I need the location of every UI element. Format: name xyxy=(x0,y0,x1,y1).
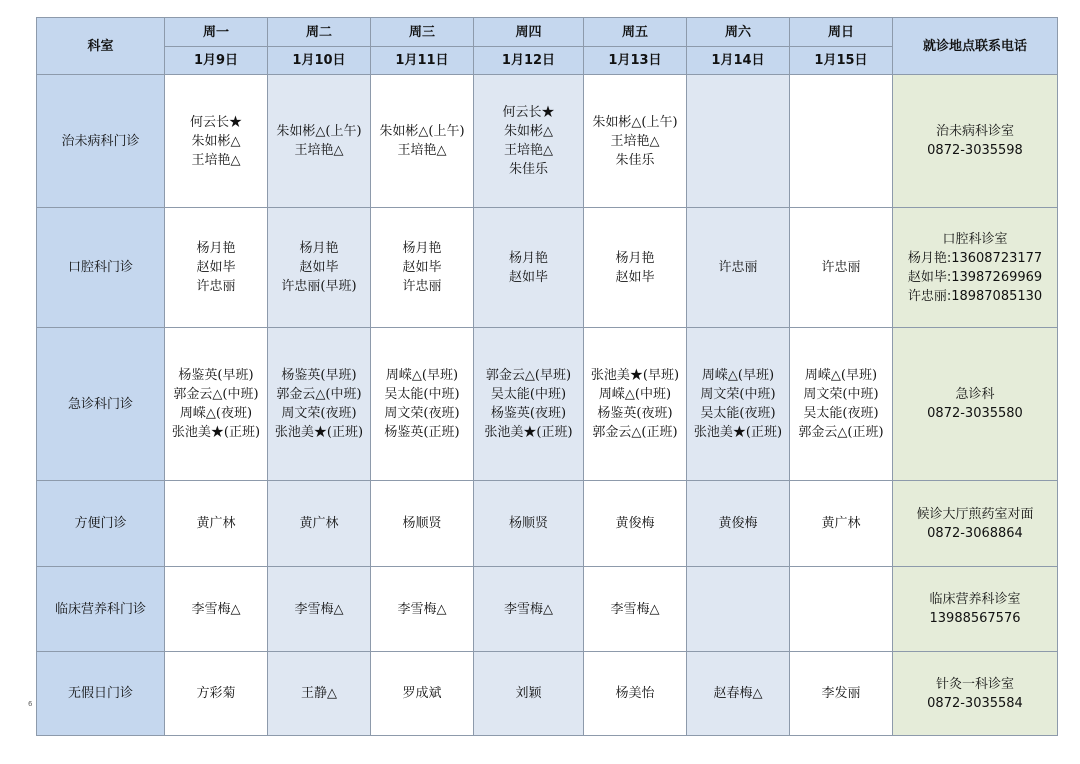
stray-page-mark: 6 xyxy=(28,700,33,708)
table-row xyxy=(37,567,1058,652)
doctor-entry: 杨月艳 xyxy=(615,250,655,266)
weekday-header: 周四 xyxy=(474,18,584,47)
location-label: 针灸一科诊室 xyxy=(935,676,1014,692)
schedule-cell xyxy=(165,652,268,736)
doctor-entry: 许忠丽 xyxy=(718,260,758,275)
date-header: 1月15日 xyxy=(790,47,893,75)
doctor-entry: 周嵘△(中班) xyxy=(598,387,672,402)
schedule-cell xyxy=(371,75,474,208)
schedule-cell xyxy=(687,652,790,736)
date-header: 1月14日 xyxy=(687,47,790,75)
schedule-cell xyxy=(268,481,371,567)
doctor-entry: 赵如毕 xyxy=(402,260,442,275)
doctor-entry: 周文荣(中班) xyxy=(700,387,776,402)
table-row xyxy=(37,481,1058,567)
contact-cell xyxy=(893,567,1058,652)
schedule-cell xyxy=(790,567,893,652)
dept-cell: 口腔科门诊 xyxy=(37,208,165,328)
schedule-cell xyxy=(687,75,790,208)
doctor-entry: 黄广林 xyxy=(821,516,861,531)
schedule-cell xyxy=(584,567,687,652)
doctor-entry: 赵如毕 xyxy=(196,260,236,275)
doctor-entry: 杨鉴英(夜班) xyxy=(490,406,567,421)
doctor-entry: 郭金云△(中班) xyxy=(276,387,362,402)
doctor-entry: 赵如毕 xyxy=(299,260,339,275)
phone-number: 0872-3035598 xyxy=(927,143,1023,158)
doctor-entry: 张池美★(早班) xyxy=(590,368,680,383)
table-row xyxy=(37,328,1058,481)
location-label: 急诊科 xyxy=(955,387,995,402)
doctor-entry: 周嵘△(早班) xyxy=(701,368,775,383)
dept-cell: 急诊科门诊 xyxy=(37,328,165,481)
schedule-cell xyxy=(687,481,790,567)
doctor-entry: 吴太能(中班) xyxy=(384,387,460,402)
schedule-cell xyxy=(268,75,371,208)
schedule-cell xyxy=(687,208,790,328)
doctor-entry: 杨鉴英(早班) xyxy=(281,368,357,383)
doctor-entry: 张池美★(正班) xyxy=(171,425,261,440)
schedule-cell xyxy=(165,328,268,481)
doctor-entry: 朱如彬△(上午) xyxy=(379,124,465,139)
phone-number: 许忠丽:18987085130 xyxy=(907,288,1043,304)
schedule-cell xyxy=(474,75,584,208)
doctor-entry: 李发丽 xyxy=(821,686,861,701)
table-row xyxy=(37,652,1058,736)
schedule-cell xyxy=(584,208,687,328)
doctor-entry: 许忠丽(早班) xyxy=(281,279,357,294)
schedule-cell xyxy=(584,481,687,567)
doctor-entry: 周嵘△(夜班) xyxy=(179,406,253,421)
doctor-entry: 吴太能(中班) xyxy=(490,387,567,402)
doctor-entry: 黄广林 xyxy=(196,516,236,531)
date-header: 1月13日 xyxy=(584,47,687,75)
schedule-cell xyxy=(371,567,474,652)
contact-cell xyxy=(893,208,1058,328)
doctor-entry: 赵春梅△ xyxy=(713,686,763,701)
doctor-entry: 杨顺贤 xyxy=(402,516,442,531)
doctor-entry: 杨鉴英(正班) xyxy=(384,425,460,440)
doctor-entry: 周文荣(中班) xyxy=(803,387,879,402)
schedule-cell xyxy=(790,652,893,736)
doctor-entry: 黄俊梅 xyxy=(718,516,758,531)
doctor-entry: 周嵘△(早班) xyxy=(385,368,459,383)
doctor-entry: 李雪梅△ xyxy=(504,601,553,617)
doctor-entry: 李雪梅△ xyxy=(191,601,241,617)
doctor-entry: 周文荣(夜班) xyxy=(384,406,460,421)
doctor-entry: 郭金云△(正班) xyxy=(592,425,678,440)
schedule-cell xyxy=(371,652,474,736)
header-row-weekdays xyxy=(37,18,1058,47)
doctor-entry: 王培艳△ xyxy=(397,143,447,158)
doctor-entry: 张池美★(正班) xyxy=(484,425,573,440)
phone-number: 0872-3035584 xyxy=(927,695,1023,711)
location-label: 临床营养科诊室 xyxy=(929,592,1021,607)
schedule-cell xyxy=(687,328,790,481)
location-label: 治未病科诊室 xyxy=(935,124,1014,139)
weekday-header: 周一 xyxy=(165,18,268,47)
doctor-entry: 吴太能(夜班) xyxy=(700,406,776,421)
schedule-cell xyxy=(268,328,371,481)
schedule-cell xyxy=(584,652,687,736)
schedule-cell xyxy=(371,481,474,567)
schedule-cell xyxy=(268,652,371,736)
doctor-entry: 赵如毕 xyxy=(508,269,548,285)
doctor-entry: 杨美怡 xyxy=(615,686,655,701)
doctor-entry: 周嵘△(早班) xyxy=(804,368,878,383)
doctor-entry: 杨鉴英(夜班) xyxy=(597,406,673,421)
doctor-entry: 王培艳△ xyxy=(610,133,660,149)
contact-header: 就诊地点联系电话 xyxy=(893,18,1058,75)
doctor-entry: 杨月艳 xyxy=(402,241,442,256)
date-header: 1月10日 xyxy=(268,47,371,75)
weekday-header: 周日 xyxy=(790,18,893,47)
doctor-entry: 杨月艳 xyxy=(196,241,236,256)
dept-cell: 方便门诊 xyxy=(37,481,165,567)
doctor-entry: 何云长★ xyxy=(502,105,555,120)
table-row xyxy=(37,75,1058,208)
contact-cell xyxy=(893,75,1058,208)
dept-header: 科室 xyxy=(37,18,165,75)
schedule-cell xyxy=(474,652,584,736)
doctor-entry: 张池美★(正班) xyxy=(693,425,783,440)
schedule-cell xyxy=(790,328,893,481)
schedule-cell xyxy=(165,208,268,328)
doctor-entry: 王培艳△ xyxy=(294,143,344,158)
doctor-entry: 朱如彬△(上午) xyxy=(276,124,362,139)
date-header: 1月11日 xyxy=(371,47,474,75)
phone-number: 0872-3068864 xyxy=(927,525,1023,541)
weekday-header: 周二 xyxy=(268,18,371,47)
schedule-cell xyxy=(474,328,584,481)
weekday-header: 周三 xyxy=(371,18,474,47)
phone-number: 0872-3035580 xyxy=(927,406,1023,421)
doctor-entry: 朱如彬△ xyxy=(191,133,241,149)
doctor-entry: 朱佳乐 xyxy=(508,162,548,177)
contact-cell xyxy=(893,481,1058,567)
weekday-header: 周五 xyxy=(584,18,687,47)
doctor-entry: 王培艳△ xyxy=(191,152,241,168)
doctor-entry: 许忠丽 xyxy=(821,260,861,275)
dept-cell: 临床营养科门诊 xyxy=(37,567,165,652)
doctor-entry: 许忠丽 xyxy=(196,279,236,294)
schedule-table xyxy=(36,17,1058,736)
schedule-cell xyxy=(165,567,268,652)
doctor-entry: 郭金云△(早班) xyxy=(485,368,572,383)
schedule-cell xyxy=(268,567,371,652)
doctor-entry: 罗成斌 xyxy=(402,686,442,701)
doctor-entry: 朱如彬△ xyxy=(504,124,553,139)
doctor-entry: 李雪梅△ xyxy=(294,601,344,617)
doctor-entry: 黄广林 xyxy=(299,516,339,531)
doctor-entry: 李雪梅△ xyxy=(397,601,447,617)
doctor-entry: 朱佳乐 xyxy=(615,152,655,168)
doctor-entry: 周文荣(夜班) xyxy=(281,406,357,421)
doctor-entry: 杨顺贤 xyxy=(508,516,548,531)
dept-cell: 无假日门诊 xyxy=(37,652,165,736)
schedule-cell xyxy=(474,481,584,567)
doctor-entry: 刘颖 xyxy=(515,686,542,701)
doctor-entry: 杨月艳 xyxy=(508,250,548,266)
date-header: 1月12日 xyxy=(474,47,584,75)
schedule-cell xyxy=(165,481,268,567)
doctor-entry: 李雪梅△ xyxy=(610,601,660,617)
doctor-entry: 杨鉴英(早班) xyxy=(178,368,254,383)
doctor-entry: 赵如毕 xyxy=(615,269,655,285)
doctor-entry: 郭金云△(中班) xyxy=(173,387,259,402)
phone-number: 杨月艳:13608723177 xyxy=(907,250,1043,266)
schedule-cell xyxy=(165,75,268,208)
schedule-cell xyxy=(584,328,687,481)
contact-cell xyxy=(893,328,1058,481)
schedule-cell xyxy=(371,328,474,481)
doctor-entry: 郭金云△(正班) xyxy=(798,425,884,440)
doctor-entry: 杨月艳 xyxy=(299,241,339,256)
doctor-entry: 方彩菊 xyxy=(196,686,236,701)
phone-number: 13988567576 xyxy=(929,611,1021,626)
schedule-cell xyxy=(371,208,474,328)
schedule-cell xyxy=(584,75,687,208)
doctor-entry: 朱如彬△(上午) xyxy=(592,114,678,130)
weekday-header: 周六 xyxy=(687,18,790,47)
schedule-cell xyxy=(268,208,371,328)
doctor-entry: 黄俊梅 xyxy=(615,516,655,531)
schedule-cell xyxy=(687,567,790,652)
doctor-entry: 何云长★ xyxy=(189,114,242,130)
phone-number: 赵如毕:13987269969 xyxy=(907,269,1043,285)
schedule-cell xyxy=(474,208,584,328)
doctor-entry: 吴太能(夜班) xyxy=(803,406,879,421)
table-row xyxy=(37,208,1058,328)
doctor-entry: 王培艳△ xyxy=(504,143,553,158)
doctor-entry: 许忠丽 xyxy=(402,279,442,294)
contact-cell xyxy=(893,652,1058,736)
doctor-entry: 王静△ xyxy=(301,686,337,701)
schedule-cell xyxy=(790,208,893,328)
schedule-cell xyxy=(790,481,893,567)
dept-cell: 治未病科门诊 xyxy=(37,75,165,208)
schedule-cell xyxy=(790,75,893,208)
schedule-cell xyxy=(474,567,584,652)
date-header: 1月9日 xyxy=(165,47,268,75)
doctor-entry: 张池美★(正班) xyxy=(274,425,364,440)
location-label: 候诊大厅煎药室对面 xyxy=(916,506,1034,522)
location-label: 口腔科诊室 xyxy=(942,231,1008,247)
